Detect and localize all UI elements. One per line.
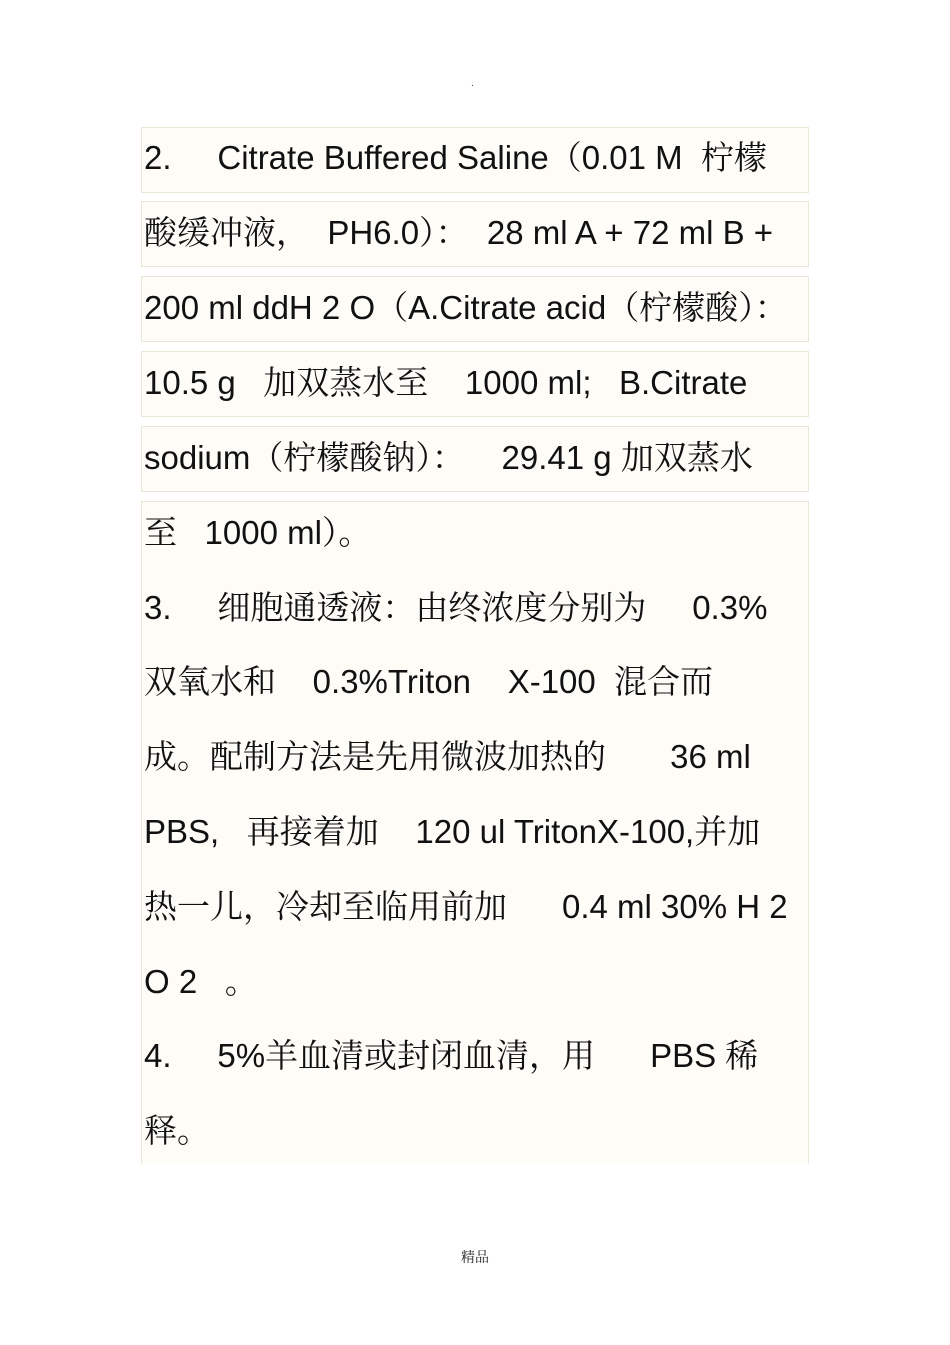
text-line: PBS, 再接着加 120 ul TritonX-100,并加 — [144, 813, 761, 850]
text-line: 4. 5%羊血清或封闭血清，用 PBS 稀 — [144, 1037, 759, 1074]
text-line: 热一儿，冷却至临用前加 0.4 ml 30% H 2 — [144, 888, 788, 925]
text-line: 酸缓冲液， PH6.0）： 28 ml A + 72 ml B + — [144, 214, 774, 251]
text-line: 2. Citrate Buffered Saline（0.01 M 柠檬 — [144, 139, 768, 176]
text-line: 双氧水和 0.3%Triton X-100 混合而 — [144, 663, 714, 700]
page-footer: 精品 — [461, 1249, 489, 1265]
text-line: sodium（柠檬酸钠）： 29.41 g 加双蒸水 — [144, 439, 753, 476]
text-line: 200 ml ddH 2 O（A.Citrate acid（柠檬酸）： — [144, 289, 788, 326]
text-line: 成。配制方法是先用微波加热的 36 ml — [144, 738, 751, 775]
text-line: 至 1000 ml）。 — [144, 514, 372, 551]
text-line: O 2 。 — [144, 963, 258, 1000]
text-line: 10.5 g 加双蒸水至 1000 ml; B.Citrate — [144, 364, 748, 401]
page-top-mark: . — [471, 78, 474, 89]
text-line: 释。 — [144, 1112, 210, 1149]
text-line: 3. 细胞通透液：由终浓度分别为 0.3% — [144, 589, 768, 626]
